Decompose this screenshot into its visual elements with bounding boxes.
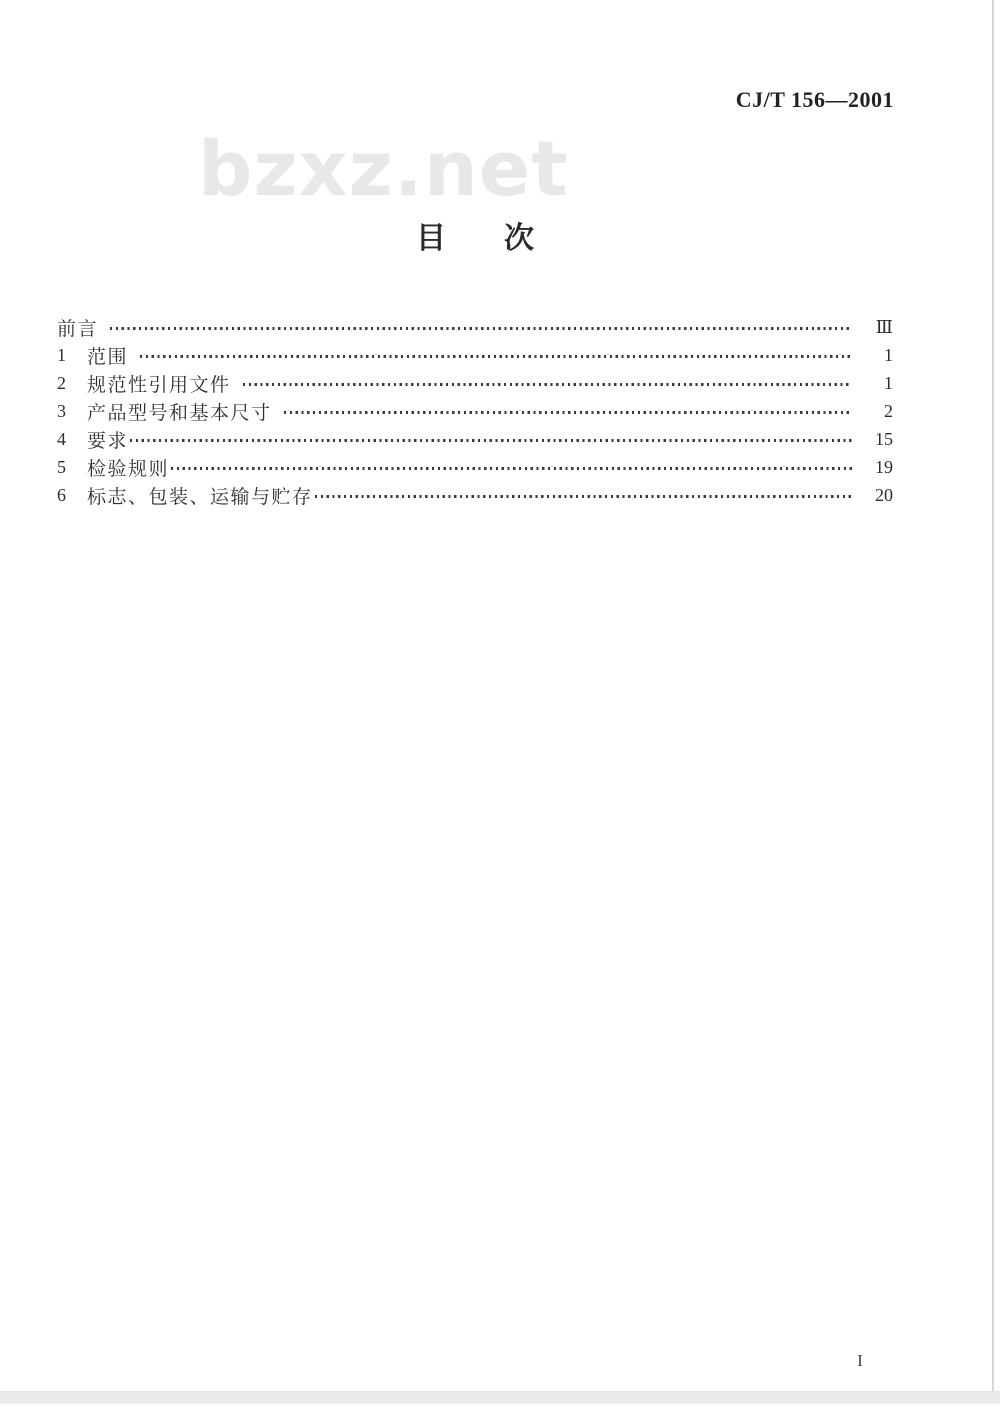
standard-code: CJ/T 156—2001: [735, 87, 894, 112]
toc-row: [57, 425, 893, 453]
toc-item-label: 前言: [57, 318, 99, 340]
page-number: I: [857, 1351, 863, 1370]
toc-item-number: 3: [57, 400, 66, 421]
toc-item-page: 1: [884, 372, 893, 393]
toc-item-label: 范围: [87, 346, 129, 368]
dot-leader: [315, 495, 852, 498]
toc-item-page: 15: [875, 428, 893, 449]
toc-item-label: 规范性引用文件: [87, 374, 231, 396]
toc-item-number: 1: [57, 344, 66, 365]
watermark: bzxz.net: [198, 124, 569, 213]
toc-row: [57, 313, 893, 341]
toc-item-number: 2: [57, 372, 66, 393]
scan-edge-line: [992, 0, 994, 1391]
toc-item-number: 6: [57, 484, 66, 505]
toc-row: [57, 397, 893, 425]
toc-item-page: Ⅲ: [875, 316, 893, 337]
toc-item-number: 4: [57, 428, 66, 449]
page-title: [0, 221, 950, 257]
dot-leader: [130, 439, 852, 442]
dot-leader: [284, 411, 852, 414]
dot-leader: [171, 467, 852, 470]
toc-item-page: 2: [884, 400, 893, 421]
table-of-contents: [57, 313, 893, 509]
page-title-char-1: 目: [416, 222, 446, 255]
dot-leader: [243, 383, 852, 386]
toc-row: [57, 369, 893, 397]
toc-item-label: 检验规则: [87, 458, 170, 480]
toc-row: [57, 481, 893, 509]
toc-row: [57, 453, 893, 481]
toc-item-label: 产品型号和基本尺寸: [87, 402, 272, 424]
toc-item-number: 5: [57, 456, 66, 477]
scan-bottom-band: [0, 1391, 1000, 1404]
toc-row: [57, 341, 893, 369]
toc-item-label: 标志、包装、运输与贮存: [87, 486, 313, 508]
toc-item-page: 20: [875, 484, 893, 505]
page-title-char-2: 次: [504, 222, 534, 255]
dot-leader: [110, 327, 852, 330]
toc-item-label: 要求: [87, 430, 129, 452]
toc-item-page: 19: [875, 456, 893, 477]
dot-leader: [140, 355, 852, 358]
toc-item-page: 1: [884, 344, 893, 365]
